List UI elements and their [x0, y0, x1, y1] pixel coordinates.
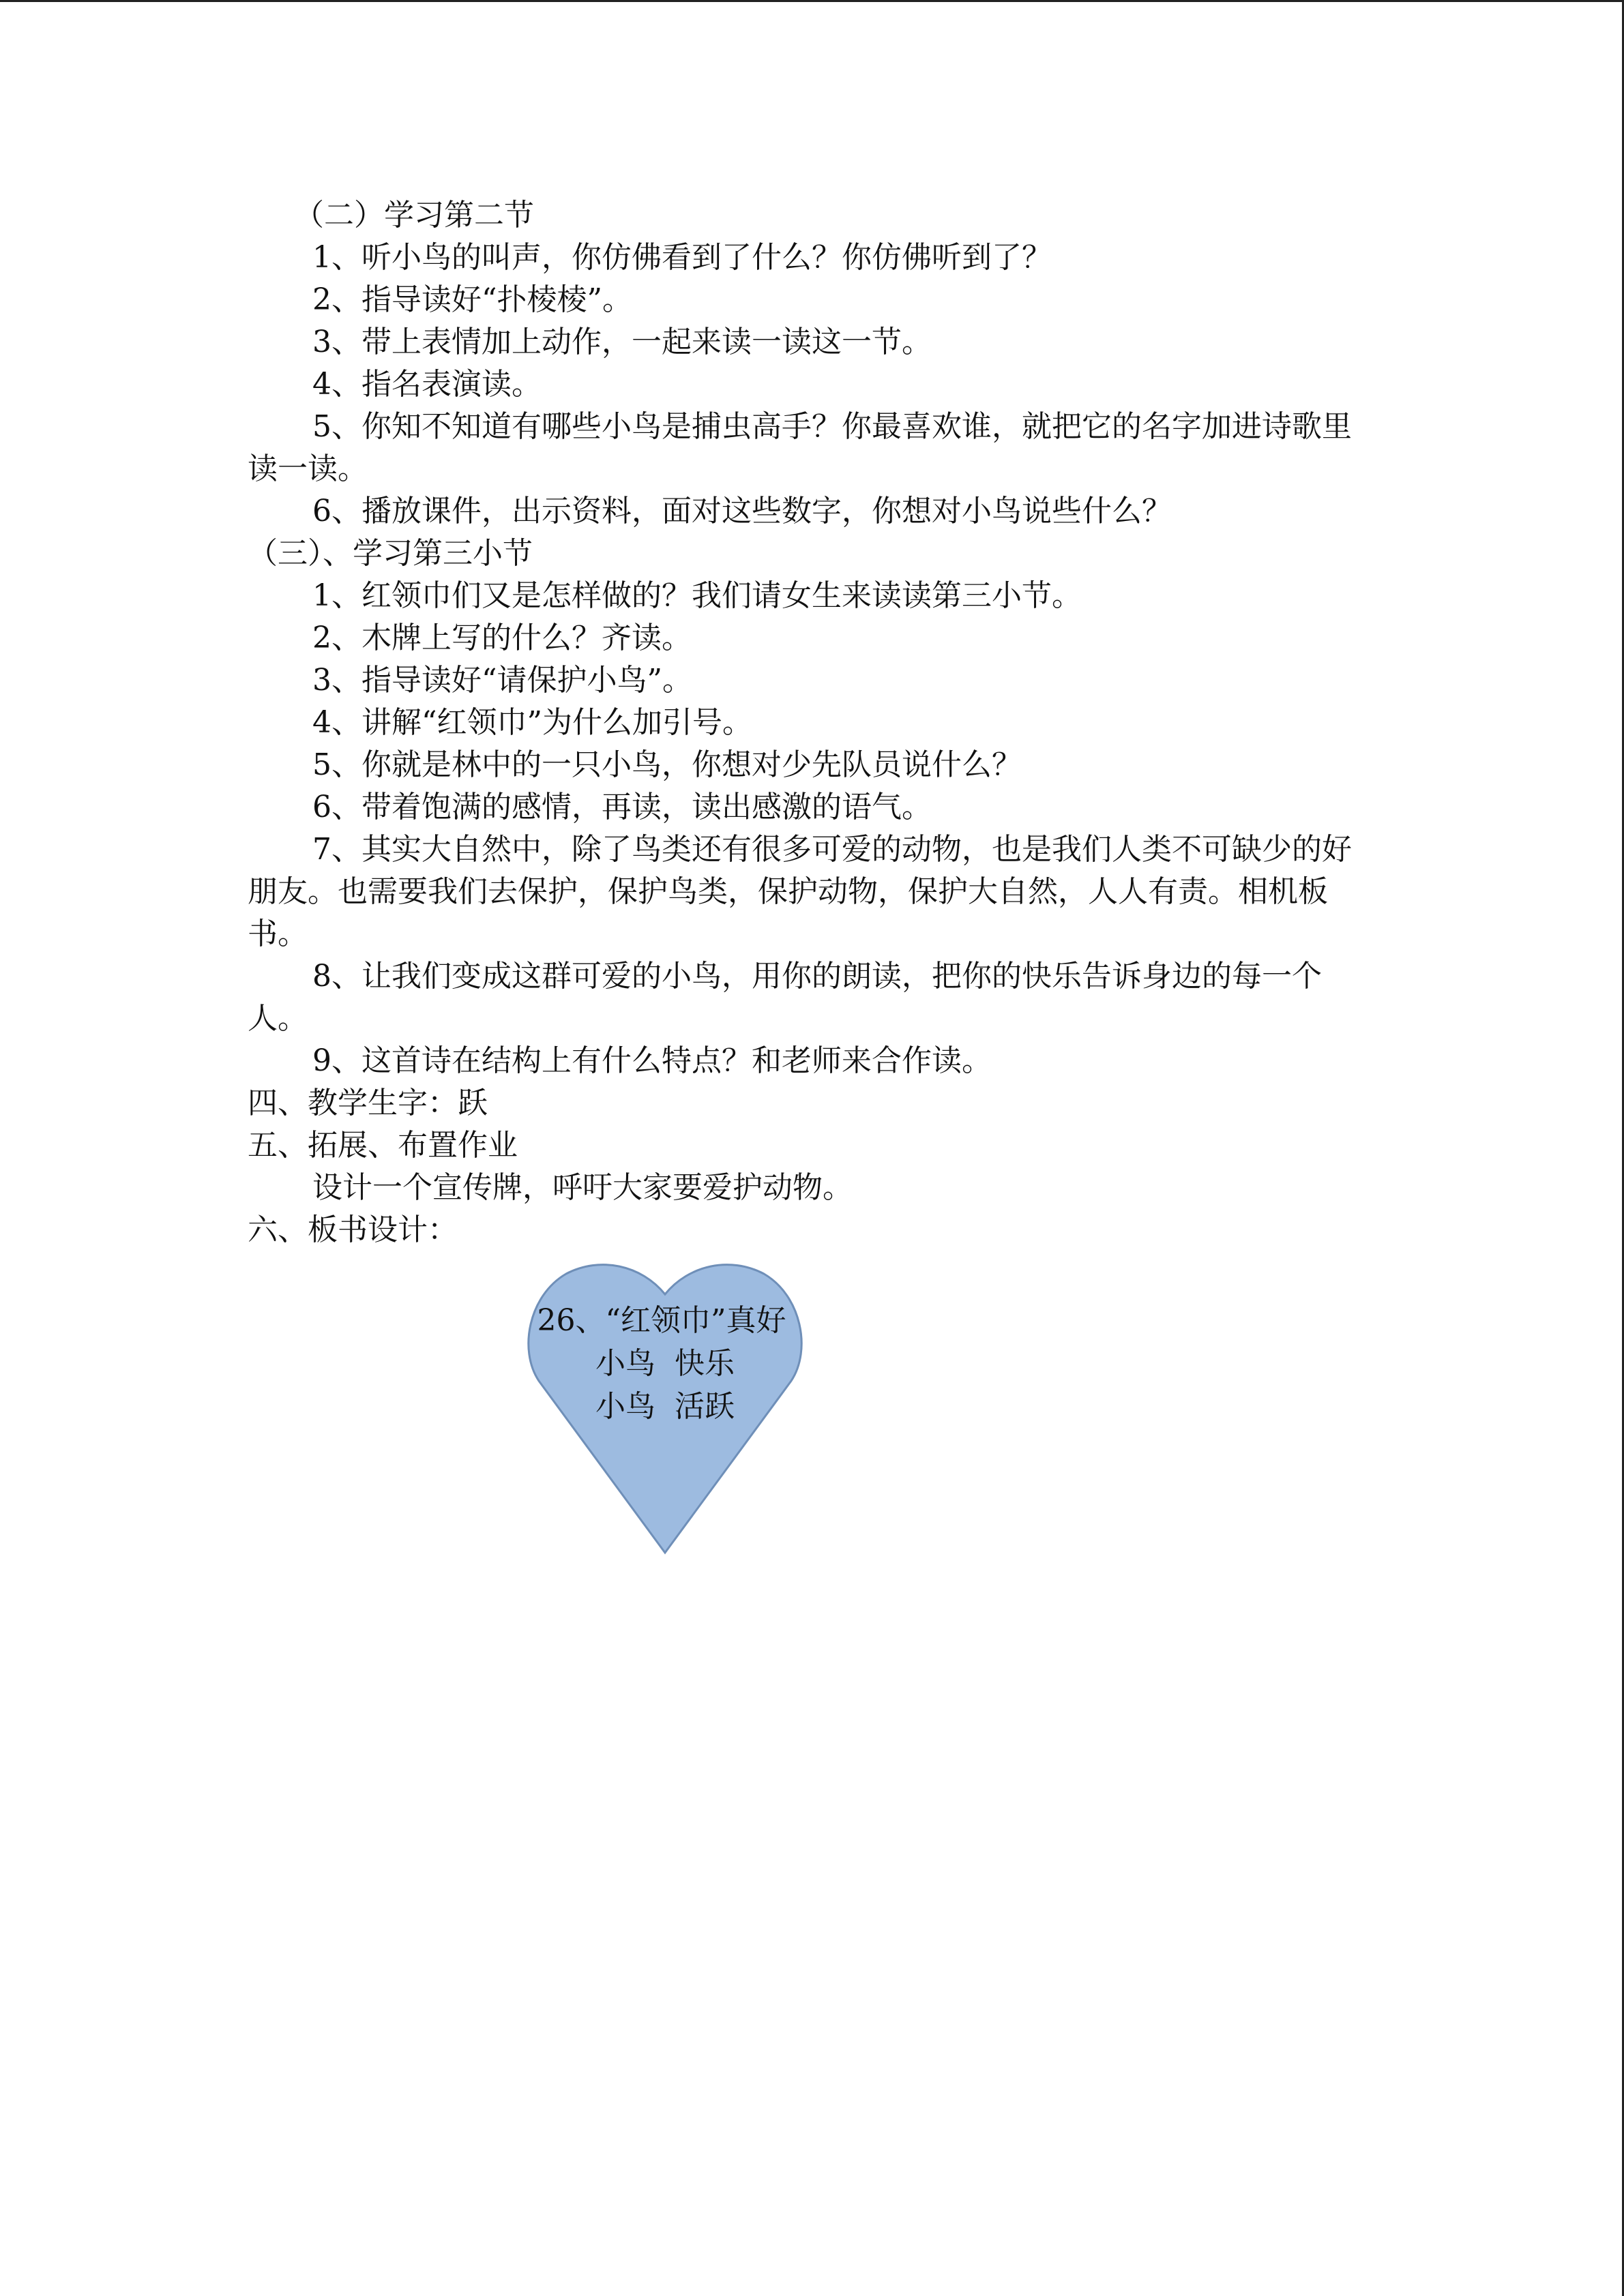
board-line-2: 小鸟 活跃 — [595, 1389, 735, 1424]
document-body — [248, 194, 1380, 1251]
section-3-title: （三）、学习第三小节 — [248, 536, 533, 571]
s2-item-3: 3、带上表情加上动作，一起来读一读这一节。 — [312, 325, 932, 359]
board-title: 26、“红领巾”真好 — [537, 1303, 786, 1338]
board-design-heart — [525, 1255, 805, 1555]
section-4-title: 四、教学生字：跃 — [248, 1086, 488, 1120]
s3-item-4: 4、讲解“红领巾”为什么加引号。 — [312, 705, 752, 740]
section-6-title: 六、板书设计： — [248, 1212, 458, 1247]
board-line-1: 小鸟 快乐 — [595, 1346, 735, 1381]
s3-item-1: 1、红领巾们又是怎样做的？我们请女生来读读第三小节。 — [312, 578, 1082, 613]
section-5-title: 五、拓展、布置作业 — [248, 1128, 518, 1163]
s3-item-7: 7、其实大自然中，除了鸟类还有很多可爱的动物，也是我们人类不可缺少的好朋友。也需要我们去保护，保护鸟类，保护动物，保护大自然，人人有责。相机板书。 — [248, 832, 1352, 951]
s3-item-6: 6、带着饱满的感情，再读，读出感激的语气。 — [312, 790, 932, 824]
s2-item-4: 4、指名表演读。 — [312, 367, 542, 402]
s2-item-2: 2、指导读好“扑棱棱”。 — [312, 282, 632, 317]
page-top-border — [0, 0, 1624, 2]
s2-item-5: 5、你知不知道有哪些小鸟是捕虫高手？你最喜欢谁，就把它的名字加进诗歌里读一读。 — [248, 409, 1352, 486]
s3-item-8: 8、让我们变成这群可爱的小鸟，用你的朗读，把你的快乐告诉身边的每一个人。 — [248, 959, 1322, 1036]
section-5-text: 设计一个宣传牌，呼吁大家要爱护动物。 — [312, 1170, 853, 1205]
s3-item-9: 9、这首诗在结构上有什么特点？和老师来合作读。 — [312, 1043, 992, 1078]
s3-item-5: 5、你就是林中的一只小鸟，你想对少先队员说什么？ — [312, 747, 1022, 782]
s2-item-1: 1、听小鸟的叫声，你仿佛看到了什么？你仿佛听到了？ — [312, 240, 1052, 275]
s3-item-3: 3、指导读好“请保护小鸟”。 — [312, 663, 692, 698]
section-2-title: （二）学习第二节 — [294, 198, 534, 233]
s3-item-2: 2、木牌上写的什么？齐读。 — [312, 621, 692, 655]
board-text — [525, 1299, 805, 1428]
s2-item-6: 6、播放课件，出示资料，面对这些数字，你想对小鸟说些什么？ — [312, 494, 1172, 528]
